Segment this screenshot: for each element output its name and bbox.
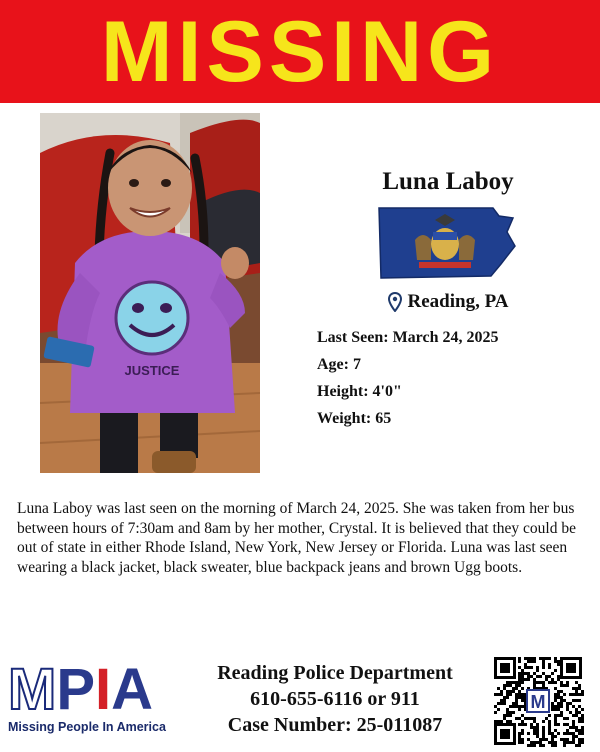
phone-number[interactable]: 610-655-6116 or 911 [250, 688, 420, 710]
detail-age: Age: 7 [317, 356, 361, 373]
banner-title: MISSING [100, 3, 500, 100]
person-name: Luna Laboy [382, 168, 514, 195]
logo-letter-a: A [111, 657, 154, 722]
detail-weight: Weight: 65 [317, 410, 392, 427]
police-department: Reading Police Department [217, 662, 453, 684]
location-line [318, 291, 578, 313]
detail-last-seen: Last Seen: March 24, 2025 [317, 329, 499, 346]
qr-center-logo: M [530, 692, 546, 712]
logo-tagline: Missing People In America [8, 720, 166, 734]
mpia-logo [8, 657, 186, 742]
detail-height: Height: 4'0" [317, 383, 402, 400]
case-description: Luna Laboy was last seen on the morning of March 24, 2025. She was taken from her bus between hours of 7:30am and 8am by her mother, Crystal. It is believed that they could be out of state in either Rhode Island, New York, New Jersey or Florida. Luna was last seen wearing a black jacket, black sweater, blue backpack jeans and brown Ugg boots. [17, 500, 576, 576]
logo-letter-p: P [56, 657, 96, 722]
map-pin-icon [388, 292, 402, 312]
contact-block [190, 660, 480, 738]
missing-person-photo [40, 113, 260, 473]
logo-letter-m: M [8, 657, 57, 722]
pennsylvania-flag-map [375, 202, 517, 284]
person-details [317, 324, 498, 432]
case-number: Case Number: 25-011087 [227, 714, 443, 736]
qr-code[interactable] [492, 655, 584, 747]
location-text: Reading, PA [407, 291, 509, 312]
logo-letter-i: I [95, 657, 112, 722]
shirt-text: JUSTICE [124, 363, 180, 378]
missing-banner [0, 0, 600, 103]
